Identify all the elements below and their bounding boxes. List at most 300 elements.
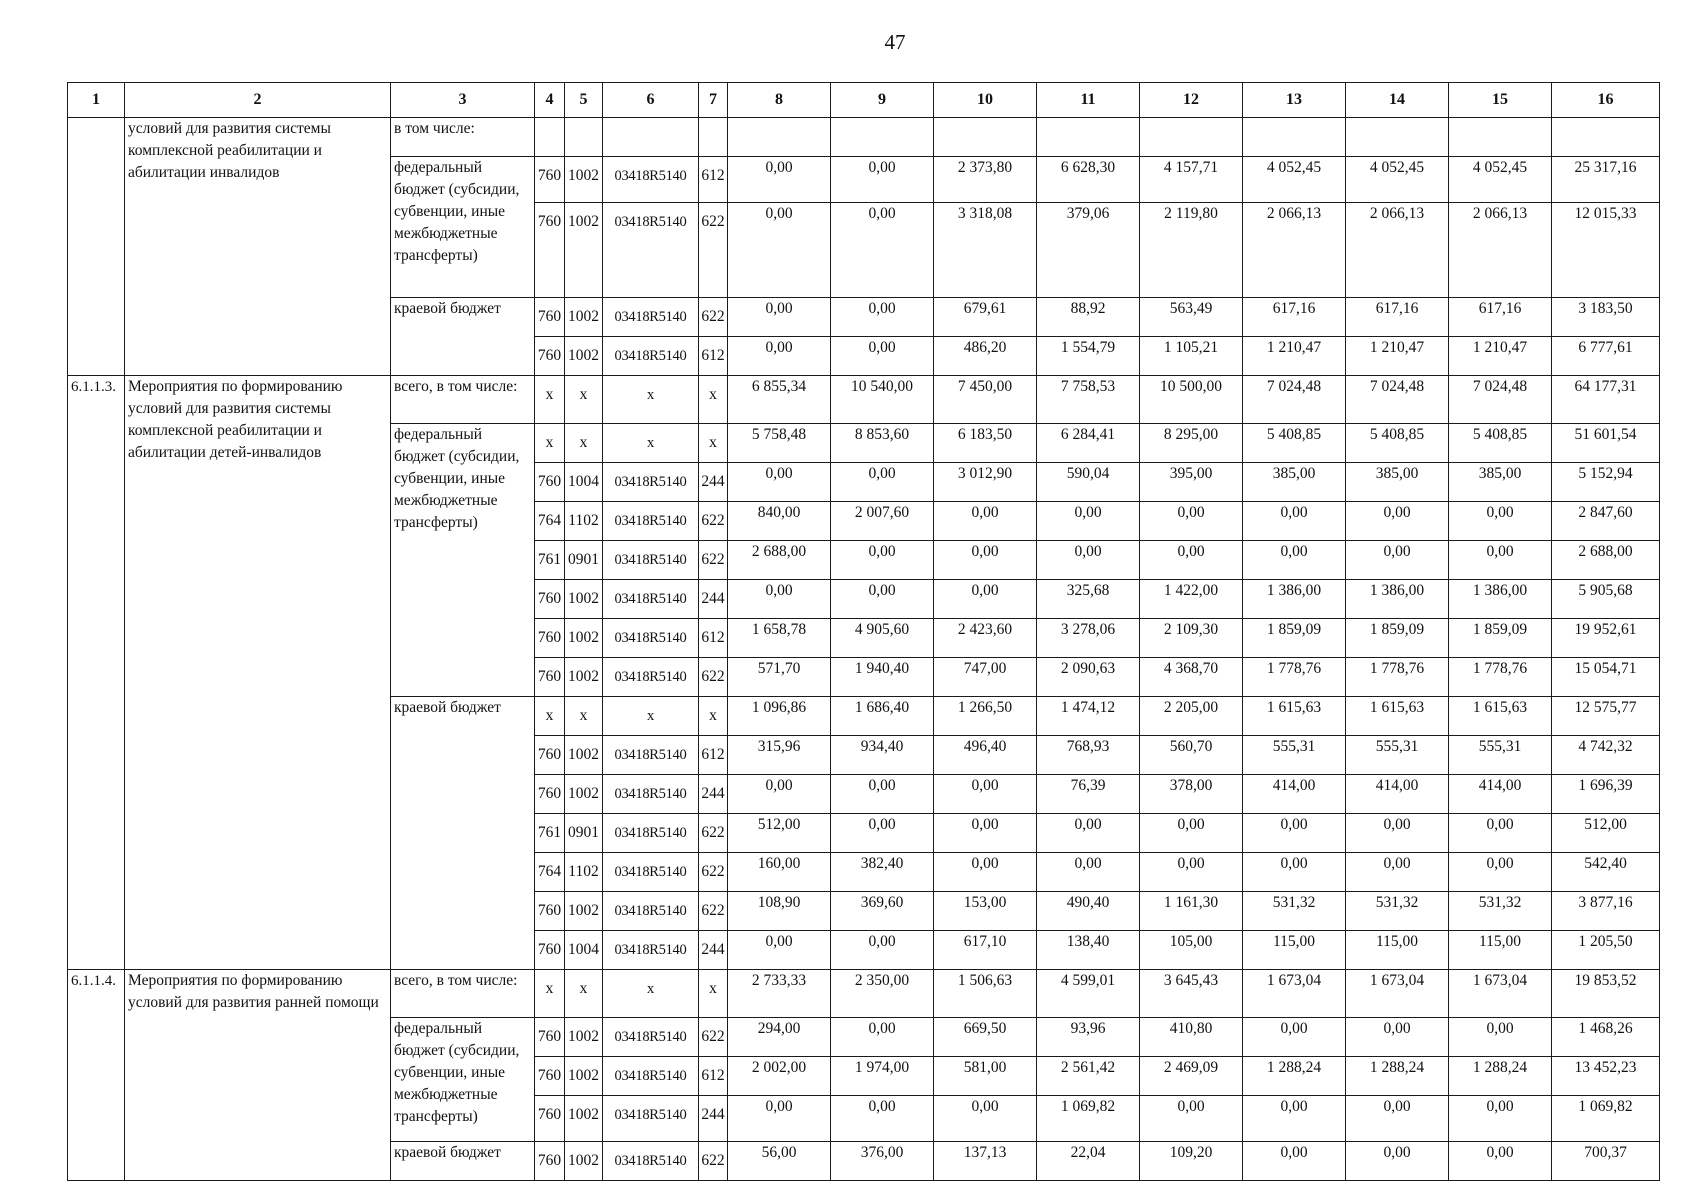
value-cell: 0,00: [1140, 853, 1243, 892]
code-cell: 244: [699, 775, 728, 814]
value-cell: 7 024,48: [1243, 376, 1346, 424]
value-cell: 0,00: [728, 157, 831, 203]
code-cell: 1102: [565, 502, 603, 541]
code-cell: 761: [535, 541, 565, 580]
value-cell: 1 859,09: [1346, 619, 1449, 658]
code-cell: 1002: [565, 775, 603, 814]
value-cell: 1 940,40: [831, 658, 934, 697]
value-cell: 0,00: [728, 337, 831, 376]
code-cell: 1002: [565, 203, 603, 298]
value-cell: 19 853,52: [1552, 970, 1660, 1018]
code-cell: 760: [535, 775, 565, 814]
value-cell: 2 733,33: [728, 970, 831, 1018]
code-cell: 760: [535, 736, 565, 775]
code-cell: 764: [535, 502, 565, 541]
value-cell: 2 373,80: [934, 157, 1037, 203]
code-cell: 03418R5140: [603, 1057, 699, 1096]
code-cell: 622: [699, 541, 728, 580]
value-cell: 0,00: [728, 1096, 831, 1142]
value-cell: 1 554,79: [1037, 337, 1140, 376]
value-cell: 105,00: [1140, 931, 1243, 970]
value-cell: 10 540,00: [831, 376, 934, 424]
value-cell: 0,00: [934, 541, 1037, 580]
value-cell: 1 266,50: [934, 697, 1037, 736]
code-cell: 244: [699, 463, 728, 502]
value-cell: [1346, 118, 1449, 157]
value-cell: 0,00: [831, 157, 934, 203]
value-cell: 1 778,76: [1346, 658, 1449, 697]
source-label: федеральный бюджет (субсидии, субвенции, иные межбюджетные трансферты): [391, 424, 535, 697]
code-cell: 622: [699, 853, 728, 892]
code-cell: 760: [535, 892, 565, 931]
code-cell: 622: [699, 502, 728, 541]
value-cell: 115,00: [1243, 931, 1346, 970]
header-row: [68, 83, 1660, 118]
value-cell: 0,00: [1140, 502, 1243, 541]
code-cell: 760: [535, 463, 565, 502]
value-cell: 1 096,86: [728, 697, 831, 736]
code-cell: 622: [699, 658, 728, 697]
value-cell: 0,00: [1243, 1018, 1346, 1057]
value-cell: 1 161,30: [1140, 892, 1243, 931]
value-cell: 369,60: [831, 892, 934, 931]
source-label: федеральный бюджет (субсидии, субвенции, иные межбюджетные трансферты): [391, 157, 535, 298]
value-cell: 0,00: [1346, 1096, 1449, 1142]
value-cell: 2 119,80: [1140, 203, 1243, 298]
table-body: [68, 118, 1660, 1181]
page-number: 47: [884, 30, 906, 54]
col-header: 2: [125, 83, 391, 118]
value-cell: 414,00: [1346, 775, 1449, 814]
code-cell: 622: [699, 203, 728, 298]
value-cell: 2 109,30: [1140, 619, 1243, 658]
value-cell: 0,00: [1346, 1142, 1449, 1181]
value-cell: 1 205,50: [1552, 931, 1660, 970]
value-cell: 8 295,00: [1140, 424, 1243, 463]
value-cell: 2 688,00: [728, 541, 831, 580]
code-cell: x: [603, 376, 699, 424]
code-cell: 760: [535, 1142, 565, 1181]
value-cell: 115,00: [1449, 931, 1552, 970]
source-label: федеральный бюджет (субсидии, субвенции, иные межбюджетные трансферты): [391, 1018, 535, 1142]
value-cell: 0,00: [728, 298, 831, 337]
value-cell: 531,32: [1243, 892, 1346, 931]
value-cell: 1 468,26: [1552, 1018, 1660, 1057]
code-cell: x: [699, 697, 728, 736]
code-cell: [603, 118, 699, 157]
value-cell: 2 847,60: [1552, 502, 1660, 541]
value-cell: 2 090,63: [1037, 658, 1140, 697]
value-cell: 395,00: [1140, 463, 1243, 502]
value-cell: 6 628,30: [1037, 157, 1140, 203]
value-cell: 512,00: [728, 814, 831, 853]
value-cell: 325,68: [1037, 580, 1140, 619]
value-cell: 19 952,61: [1552, 619, 1660, 658]
value-cell: 0,00: [934, 502, 1037, 541]
value-cell: 2 205,00: [1140, 697, 1243, 736]
code-cell: 760: [535, 157, 565, 203]
value-cell: 0,00: [728, 775, 831, 814]
value-cell: 490,40: [1037, 892, 1140, 931]
code-cell: 03418R5140: [603, 775, 699, 814]
value-cell: 0,00: [934, 580, 1037, 619]
value-cell: 382,40: [831, 853, 934, 892]
value-cell: 138,40: [1037, 931, 1140, 970]
code-cell: 1002: [565, 1096, 603, 1142]
code-cell: 1002: [565, 157, 603, 203]
source-label: в том числе:: [391, 118, 535, 157]
value-cell: 410,80: [1140, 1018, 1243, 1057]
code-cell: 622: [699, 892, 728, 931]
value-cell: 555,31: [1346, 736, 1449, 775]
value-cell: 2 423,60: [934, 619, 1037, 658]
code-cell: 612: [699, 157, 728, 203]
value-cell: 88,92: [1037, 298, 1140, 337]
value-cell: 12 015,33: [1552, 203, 1660, 298]
value-cell: 315,96: [728, 736, 831, 775]
value-cell: 1 615,63: [1449, 697, 1552, 736]
value-cell: 2 066,13: [1243, 203, 1346, 298]
code-cell: 03418R5140: [603, 157, 699, 203]
code-cell: 760: [535, 931, 565, 970]
value-cell: 679,61: [934, 298, 1037, 337]
table-row: [68, 376, 1660, 424]
value-cell: 4 052,45: [1449, 157, 1552, 203]
value-cell: 0,00: [1346, 853, 1449, 892]
value-cell: 7 024,48: [1449, 376, 1552, 424]
value-cell: 0,00: [1346, 1018, 1449, 1057]
code-cell: 612: [699, 736, 728, 775]
value-cell: [1449, 118, 1552, 157]
value-cell: 0,00: [1037, 502, 1140, 541]
code-cell: x: [699, 424, 728, 463]
value-cell: 4 368,70: [1140, 658, 1243, 697]
code-cell: 1002: [565, 1057, 603, 1096]
value-cell: 10 500,00: [1140, 376, 1243, 424]
value-cell: 0,00: [1243, 1096, 1346, 1142]
value-cell: 0,00: [1037, 814, 1140, 853]
value-cell: 414,00: [1449, 775, 1552, 814]
value-cell: 1 673,04: [1346, 970, 1449, 1018]
value-cell: 4 905,60: [831, 619, 934, 658]
value-cell: 5 408,85: [1346, 424, 1449, 463]
code-cell: [699, 118, 728, 157]
value-cell: 0,00: [934, 853, 1037, 892]
value-cell: 15 054,71: [1552, 658, 1660, 697]
value-cell: 6 777,61: [1552, 337, 1660, 376]
value-cell: 1 859,09: [1243, 619, 1346, 658]
value-cell: 0,00: [1449, 1018, 1552, 1057]
code-cell: 1002: [565, 658, 603, 697]
code-cell: 03418R5140: [603, 736, 699, 775]
code-cell: [565, 118, 603, 157]
value-cell: 0,00: [831, 298, 934, 337]
value-cell: 5 152,94: [1552, 463, 1660, 502]
value-cell: 590,04: [1037, 463, 1140, 502]
value-cell: 555,31: [1243, 736, 1346, 775]
value-cell: 0,00: [1346, 541, 1449, 580]
col-header: 1: [68, 83, 125, 118]
value-cell: 108,90: [728, 892, 831, 931]
value-cell: 385,00: [1346, 463, 1449, 502]
value-cell: 496,40: [934, 736, 1037, 775]
value-cell: 2 066,13: [1449, 203, 1552, 298]
code-cell: 244: [699, 931, 728, 970]
value-cell: 1 288,24: [1449, 1057, 1552, 1096]
value-cell: 1 615,63: [1243, 697, 1346, 736]
code-cell: 1102: [565, 853, 603, 892]
code-cell: x: [535, 376, 565, 424]
code-cell: 761: [535, 814, 565, 853]
value-cell: 1 210,47: [1449, 337, 1552, 376]
code-cell: x: [699, 376, 728, 424]
value-cell: 4 599,01: [1037, 970, 1140, 1018]
value-cell: 0,00: [1140, 814, 1243, 853]
value-cell: 486,20: [934, 337, 1037, 376]
value-cell: 414,00: [1243, 775, 1346, 814]
value-cell: 0,00: [1449, 502, 1552, 541]
value-cell: 385,00: [1243, 463, 1346, 502]
value-cell: 2 350,00: [831, 970, 934, 1018]
code-cell: x: [565, 424, 603, 463]
value-cell: 1 974,00: [831, 1057, 934, 1096]
col-header: 6: [603, 83, 699, 118]
value-cell: 0,00: [1243, 1142, 1346, 1181]
code-cell: 1002: [565, 337, 603, 376]
code-cell: x: [535, 970, 565, 1018]
code-cell: x: [565, 697, 603, 736]
col-header: 5: [565, 83, 603, 118]
code-cell: 760: [535, 619, 565, 658]
value-cell: 581,00: [934, 1057, 1037, 1096]
value-cell: 0,00: [1243, 502, 1346, 541]
code-cell: 622: [699, 298, 728, 337]
value-cell: 617,16: [1243, 298, 1346, 337]
value-cell: 840,00: [728, 502, 831, 541]
col-header: 8: [728, 83, 831, 118]
col-header: 16: [1552, 83, 1660, 118]
value-cell: 0,00: [1243, 853, 1346, 892]
value-cell: 0,00: [1449, 1142, 1552, 1181]
code-cell: 612: [699, 619, 728, 658]
value-cell: 8 853,60: [831, 424, 934, 463]
value-cell: 115,00: [1346, 931, 1449, 970]
value-cell: 4 052,45: [1243, 157, 1346, 203]
code-cell: 1002: [565, 892, 603, 931]
value-cell: 768,93: [1037, 736, 1140, 775]
code-cell: 760: [535, 1057, 565, 1096]
value-cell: 3 183,50: [1552, 298, 1660, 337]
value-cell: 1 859,09: [1449, 619, 1552, 658]
value-cell: 22,04: [1037, 1142, 1140, 1181]
value-cell: 0,00: [934, 1096, 1037, 1142]
value-cell: 137,13: [934, 1142, 1037, 1181]
value-cell: 0,00: [1140, 541, 1243, 580]
code-cell: 03418R5140: [603, 502, 699, 541]
value-cell: 0,00: [1346, 814, 1449, 853]
value-cell: 160,00: [728, 853, 831, 892]
value-cell: 0,00: [934, 775, 1037, 814]
value-cell: 0,00: [1037, 541, 1140, 580]
source-label: краевой бюджет: [391, 697, 535, 970]
value-cell: 13 452,23: [1552, 1057, 1660, 1096]
value-cell: [831, 118, 934, 157]
value-cell: 1 386,00: [1243, 580, 1346, 619]
value-cell: 1 673,04: [1449, 970, 1552, 1018]
value-cell: 1 386,00: [1346, 580, 1449, 619]
item-name-cell: Мероприятия по формированию условий для развития ранней помощи: [125, 970, 391, 1181]
value-cell: 0,00: [831, 337, 934, 376]
value-cell: 0,00: [1243, 541, 1346, 580]
item-index-cell: 6.1.1.3.: [68, 376, 125, 970]
value-cell: 0,00: [728, 463, 831, 502]
value-cell: 747,00: [934, 658, 1037, 697]
col-header: 10: [934, 83, 1037, 118]
value-cell: 512,00: [1552, 814, 1660, 853]
value-cell: 2 066,13: [1346, 203, 1449, 298]
code-cell: 1002: [565, 736, 603, 775]
value-cell: 4 742,32: [1552, 736, 1660, 775]
value-cell: 0,00: [1449, 814, 1552, 853]
value-cell: 2 007,60: [831, 502, 934, 541]
value-cell: [1552, 118, 1660, 157]
code-cell: 760: [535, 298, 565, 337]
value-cell: 376,00: [831, 1142, 934, 1181]
value-cell: 0,00: [831, 775, 934, 814]
code-cell: 612: [699, 1057, 728, 1096]
value-cell: 6 855,34: [728, 376, 831, 424]
code-cell: 760: [535, 1096, 565, 1142]
value-cell: 934,40: [831, 736, 934, 775]
value-cell: 617,16: [1449, 298, 1552, 337]
code-cell: 03418R5140: [603, 814, 699, 853]
value-cell: 3 278,06: [1037, 619, 1140, 658]
code-cell: 0901: [565, 541, 603, 580]
value-cell: 555,31: [1449, 736, 1552, 775]
value-cell: 0,00: [728, 931, 831, 970]
value-cell: 2 469,09: [1140, 1057, 1243, 1096]
code-cell: 760: [535, 337, 565, 376]
code-cell: x: [535, 424, 565, 463]
col-header: 9: [831, 83, 934, 118]
value-cell: 571,70: [728, 658, 831, 697]
item-index-cell: 6.1.1.4.: [68, 970, 125, 1181]
value-cell: 0,00: [831, 1096, 934, 1142]
value-cell: [1243, 118, 1346, 157]
value-cell: 5 408,85: [1243, 424, 1346, 463]
value-cell: 531,32: [1346, 892, 1449, 931]
value-cell: 1 658,78: [728, 619, 831, 658]
value-cell: 51 601,54: [1552, 424, 1660, 463]
value-cell: 1 288,24: [1346, 1057, 1449, 1096]
value-cell: 700,37: [1552, 1142, 1660, 1181]
value-cell: 0,00: [1346, 502, 1449, 541]
item-index-cell: [68, 118, 125, 376]
code-cell: 03418R5140: [603, 463, 699, 502]
value-cell: 6 183,50: [934, 424, 1037, 463]
value-cell: 64 177,31: [1552, 376, 1660, 424]
value-cell: [1037, 118, 1140, 157]
value-cell: 378,00: [1140, 775, 1243, 814]
code-cell: 1004: [565, 931, 603, 970]
value-cell: 3 645,43: [1140, 970, 1243, 1018]
code-cell: 622: [699, 1018, 728, 1057]
value-cell: 560,70: [1140, 736, 1243, 775]
value-cell: 1 673,04: [1243, 970, 1346, 1018]
value-cell: 7 758,53: [1037, 376, 1140, 424]
value-cell: 542,40: [1552, 853, 1660, 892]
code-cell: 760: [535, 203, 565, 298]
code-cell: 1004: [565, 463, 603, 502]
value-cell: 7 024,48: [1346, 376, 1449, 424]
code-cell: x: [603, 424, 699, 463]
code-cell: 03418R5140: [603, 541, 699, 580]
value-cell: 1 615,63: [1346, 697, 1449, 736]
value-cell: 0,00: [1449, 853, 1552, 892]
code-cell: 1002: [565, 619, 603, 658]
code-cell: 622: [699, 1142, 728, 1181]
code-cell: 760: [535, 1018, 565, 1057]
code-cell: 03418R5140: [603, 853, 699, 892]
code-cell: x: [603, 697, 699, 736]
source-label: всего, в том числе:: [391, 970, 535, 1018]
code-cell: 03418R5140: [603, 931, 699, 970]
code-cell: x: [603, 970, 699, 1018]
value-cell: 6 284,41: [1037, 424, 1140, 463]
value-cell: 153,00: [934, 892, 1037, 931]
item-name-cell: условий для развития системы комплексной реабилитации и абилитации инвалидов: [125, 118, 391, 376]
code-cell: 0901: [565, 814, 603, 853]
value-cell: 12 575,77: [1552, 697, 1660, 736]
value-cell: 1 288,24: [1243, 1057, 1346, 1096]
code-cell: x: [535, 697, 565, 736]
value-cell: 0,00: [831, 580, 934, 619]
code-cell: 03418R5140: [603, 203, 699, 298]
value-cell: 4 052,45: [1346, 157, 1449, 203]
value-cell: 1 386,00: [1449, 580, 1552, 619]
value-cell: 3 877,16: [1552, 892, 1660, 931]
value-cell: 0,00: [1449, 541, 1552, 580]
value-cell: 1 506,63: [934, 970, 1037, 1018]
code-cell: [535, 118, 565, 157]
value-cell: 3 012,90: [934, 463, 1037, 502]
source-label: краевой бюджет: [391, 298, 535, 376]
value-cell: 2 002,00: [728, 1057, 831, 1096]
value-cell: 1 778,76: [1449, 658, 1552, 697]
code-cell: 03418R5140: [603, 337, 699, 376]
col-header: 15: [1449, 83, 1552, 118]
code-cell: 1002: [565, 1142, 603, 1181]
value-cell: 0,00: [831, 203, 934, 298]
value-cell: 385,00: [1449, 463, 1552, 502]
value-cell: 0,00: [831, 1018, 934, 1057]
item-name-cell: Мероприятия по формированию условий для развития системы комплексной реабилитации и абилитации детей-инвалидов: [125, 376, 391, 970]
value-cell: 1 210,47: [1346, 337, 1449, 376]
value-cell: 1 069,82: [1037, 1096, 1140, 1142]
col-header: 11: [1037, 83, 1140, 118]
value-cell: 1 778,76: [1243, 658, 1346, 697]
value-cell: 5 905,68: [1552, 580, 1660, 619]
value-cell: 109,20: [1140, 1142, 1243, 1181]
code-cell: 1002: [565, 298, 603, 337]
value-cell: 4 157,71: [1140, 157, 1243, 203]
value-cell: 5 408,85: [1449, 424, 1552, 463]
value-cell: 25 317,16: [1552, 157, 1660, 203]
value-cell: 0,00: [728, 203, 831, 298]
value-cell: 76,39: [1037, 775, 1140, 814]
value-cell: 294,00: [728, 1018, 831, 1057]
value-cell: 1 696,39: [1552, 775, 1660, 814]
